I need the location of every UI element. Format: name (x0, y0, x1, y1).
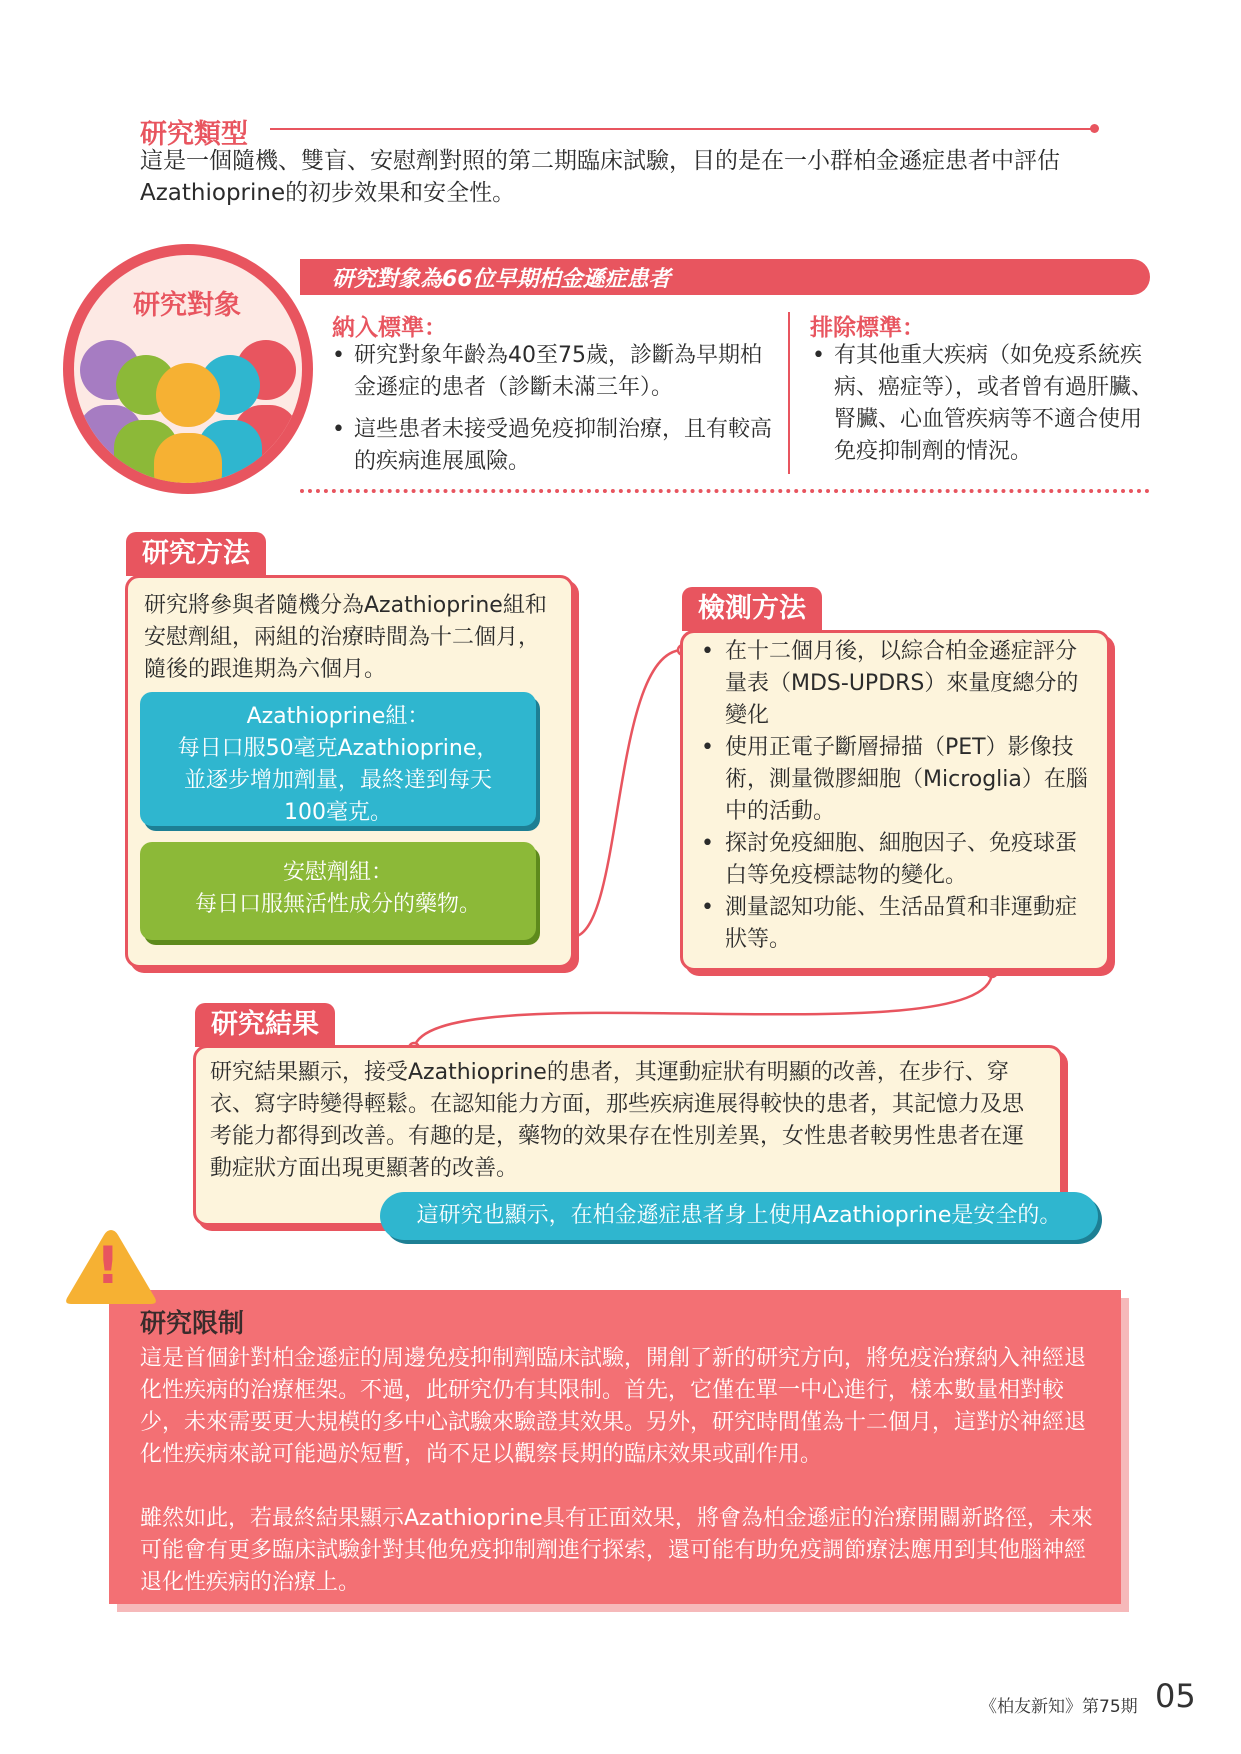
limitation-text (140, 1343, 1104, 1631)
aza-group-title: Azathioprine組： (246, 704, 430, 729)
limitation-paragraph-1: 這是首個針對柏金遜症的周邊免疫抑制劑臨床試驗，開創了新的研究方向，將免疫治療納入神經退化性疾病的治療框架。不過，此研究仍有其限制。首先，它僅在單一中心進行，樣本數量相對較少，未來需要更大規模的多中心試驗來驗證其效果。另外，研究時間僅為十二個月，這對於神經退化性疾病來說可能過於短暫，尚不足以觀察長期的臨床效果或副作用。 (140, 1346, 1087, 1467)
results-text: 研究結果顯示，接受Azathioprine的患者，其運動症狀有明顯的改善，在步行、穿衣、寫字時變得輕鬆。在認知能力方面，那些疾病進展得較快的患者，其記憶力及思考能力都得到改善。有趣的是，藥物的效果存在性別差異，女性患者較男性患者在運動症狀方面出現更顯著的改善。 (210, 1060, 1025, 1181)
type-section-title: 研究類型 (140, 119, 248, 150)
page-number: 05 (1155, 1677, 1196, 1715)
placebo-group-card (140, 842, 536, 940)
method-text: 研究將參與者隨機分為Azathioprine組和安慰劑組，兩組的治療時間為十二個月，隨後的跟進期為六個月。 (144, 593, 547, 682)
limitation-paragraph-2: 雖然如此，若最終結果顯示Azathioprine具有正面效果，將會為柏金遜症的治療開闢新路徑，未來可能會有更多臨床試驗針對其他免疫抑制劑進行探索，還可能有助免疫調節療法應用到其他腦神經退化性疾病的治療上。 (140, 1506, 1093, 1595)
subjects-banner-text: 研究對象為66位早期柏金遜症患者 (332, 267, 671, 292)
detection-tab: 檢測方法 (682, 587, 822, 631)
placebo-group-text: 每日口服無活性成分的藥物。 (194, 892, 481, 917)
detection-item: • 測量認知功能、生活品質和非運動症狀等。 (701, 892, 1089, 956)
type-body-line2: Azathioprine的初步效果和安全性。 (140, 180, 516, 206)
exclusion-title: 排除標準： (810, 315, 925, 341)
detection-to-results-connector (414, 972, 992, 1048)
results-tab: 研究結果 (195, 1003, 335, 1047)
aza-group-card (140, 692, 536, 826)
warning-exclamation: ! (96, 1236, 120, 1296)
inclusion-item: • 這些患者未接受過免疫抑制治療，且有較高的疾病進展風險。 (332, 414, 772, 478)
method-to-detection-connector (572, 650, 683, 937)
limitation-title: 研究限制 (140, 1309, 245, 1339)
inclusion-title: 納入標準： (332, 315, 447, 341)
aza-group-text: 每日口服50毫克Azathioprine，並逐步增加劑量，最終達到每天100毫克。 (177, 736, 499, 825)
placebo-group-title: 安慰劑組： (282, 860, 393, 885)
detection-item: • 探討免疫細胞、細胞因子、免疫球蛋白等免疫標誌物的變化。 (701, 828, 1089, 892)
detection-list (701, 636, 1089, 956)
detection-item: • 在十二個月後，以綜合柏金遜症評分量表（MDS-UPDRS）來量度總分的變化 (701, 636, 1089, 732)
detection-item: • 使用正電子斷層掃描（PET）影像技術，測量微膠細胞（Microglia）在腦中的活動。 (701, 732, 1089, 828)
results-safety-banner: 這研究也顯示，在柏金遜症患者身上使用Azathioprine是安全的。 (380, 1192, 1098, 1240)
subjects-label: 研究對象 (133, 290, 241, 321)
publication-name: 《柏友新知》第75期 (980, 1697, 1138, 1717)
type-body-line1: 這是一個隨機、雙盲、安慰劑對照的第二期臨床試驗，目的是在一小群柏金遜症患者中評估 (140, 148, 1060, 174)
exclusion-item: • 有其他重大疾病（如免疫系統疾病、癌症等），或者曾有過肝臟、腎臟、心血管疾病等不適合使用免疫抑制劑的情況。 (812, 340, 1162, 468)
inclusion-item: • 研究對象年齡為40至75歲，診斷為早期柏金遜症的患者（診斷未滿三年）。 (332, 340, 772, 404)
method-tab: 研究方法 (126, 532, 266, 576)
